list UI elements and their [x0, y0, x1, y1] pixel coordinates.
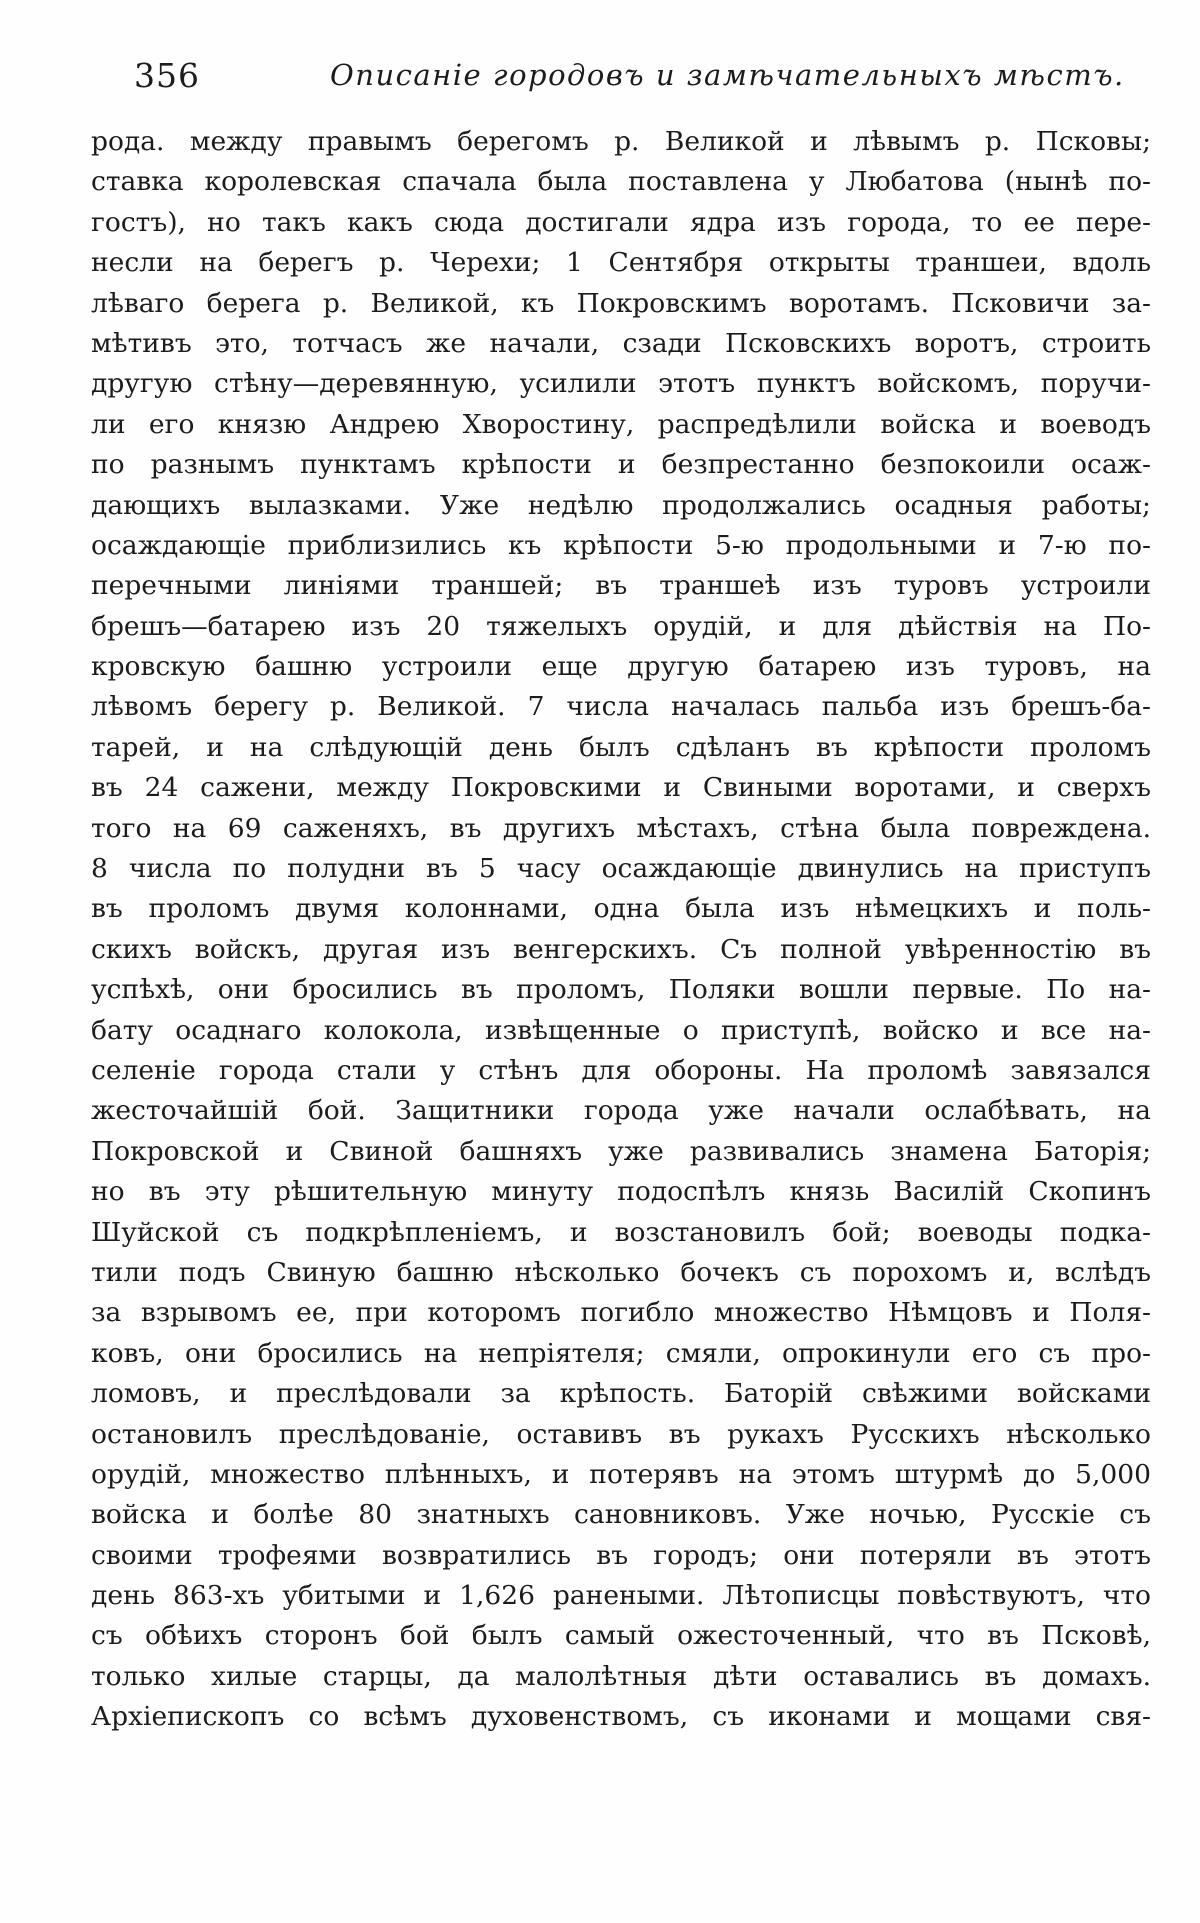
- text-line: лѣвомъ берегу р. Великой. 7 числа началась пальба изъ брешъ-ба-: [91, 691, 1151, 723]
- text-line: бату осаднаго колокола, извѣщенные о приступѣ, войско и все на-: [91, 1014, 1151, 1046]
- text-line: Покровской и Свиной башняхъ уже развивались знамена Баторія;: [91, 1135, 1151, 1167]
- text-line: жесточайшій бой. Защитники города уже начали ослабѣвать, на: [91, 1095, 1151, 1127]
- text-line: тили подъ Свиную башню нѣсколько бочекъ съ порохомъ и, вслѣдъ: [91, 1256, 1151, 1288]
- text-line: мѣтивъ это, тотчасъ же начали, сзади Псковскихъ воротъ, строить: [91, 327, 1151, 359]
- text-line: ковъ, они бросились на непріятеля; смяли, опрокинули его съ про-: [91, 1337, 1151, 1369]
- body-text: [91, 122, 1151, 1738]
- text-line: того на 69 саженяхъ, въ другихъ мѣстахъ, стѣна была повреждена.: [91, 812, 1151, 844]
- text-line: гостъ), но такъ какъ сюда достигали ядра изъ города, то ее пере-: [91, 206, 1151, 238]
- text-line: войска и болѣе 80 знатныхъ сановниковъ. Уже ночью, Русскіе съ: [91, 1499, 1151, 1531]
- text-line: лѣваго берега р. Великой, къ Покровскимъ воротамъ. Псковичи за-: [91, 287, 1151, 319]
- text-line: брешъ—батарею изъ 20 тяжелыхъ орудій, и для дѣйствія на По-: [91, 610, 1151, 642]
- text-line: ломовъ, и преслѣдовали за крѣпость. Баторій свѣжими войсками: [91, 1378, 1151, 1410]
- text-line: но въ эту рѣшительную минуту подоспѣлъ князь Василій Скопинъ: [91, 1176, 1151, 1208]
- text-line: успѣхѣ, они бросились въ проломъ, Поляки вошли первые. По на-: [91, 974, 1151, 1006]
- text-line: селеніе города стали у стѣнъ для обороны. На проломѣ завязался: [91, 1054, 1151, 1086]
- text-line: тарей, и на слѣдующій день былъ сдѣланъ въ крѣпости проломъ: [91, 731, 1151, 763]
- text-line: съ обѣихъ сторонъ бой былъ самый ожесточенный, что въ Псковѣ,: [91, 1620, 1151, 1652]
- text-line: Архіепископъ со всѣмъ духовенствомъ, съ иконами и мощами свя-: [91, 1701, 1151, 1733]
- text-line: перечными линіями траншей; въ траншеѣ изъ туровъ устроили: [91, 570, 1151, 602]
- page-number: 356: [134, 56, 200, 95]
- text-line: Шуйской съ подкрѣпленіемъ, и возстановилъ бой; воеводы подка-: [91, 1216, 1151, 1248]
- running-title: Описаніе городовъ и замѣчательныхъ мѣстъ.: [330, 58, 1125, 92]
- text-line: въ 24 сажени, между Покровскими и Свиными воротами, и сверхъ: [91, 772, 1151, 804]
- text-line: другую стѣну—деревянную, усилили этотъ пунктъ войскомъ, поручи-: [91, 368, 1151, 400]
- text-line: ли его князю Андрею Хворостину, распредѣлили войска и воеводъ: [91, 408, 1151, 440]
- text-line: несли на берегъ р. Черехи; 1 Сентября открыты траншеи, вдоль: [91, 247, 1151, 279]
- text-line: кровскую башню устроили еще другую батарею изъ туровъ, на: [91, 651, 1151, 683]
- text-line: остановилъ преслѣдованіе, оставивъ въ рукахъ Русскихъ нѣсколько: [91, 1418, 1151, 1450]
- text-line: своими трофеями возвратились въ городъ; они потеряли въ этотъ: [91, 1539, 1151, 1571]
- text-line: за взрывомъ ее, при которомъ погибло множество Нѣмцовъ и Поля-: [91, 1297, 1151, 1329]
- text-line: день 863-хъ убитыми и 1,626 ранеными. Лѣтописцы повѣствуютъ, что: [91, 1580, 1151, 1612]
- text-line: только хилые старцы, да малолѣтныя дѣти оставались въ домахъ.: [91, 1660, 1151, 1692]
- text-line: дающихъ вылазками. Уже недѣлю продолжались осадныя работы;: [91, 489, 1151, 521]
- text-line: скихъ войскъ, другая изъ венгерскихъ. Съ полной увѣренностію въ: [91, 933, 1151, 965]
- text-line: осаждающіе приблизились къ крѣпости 5-ю продольными и 7-ю по-: [91, 529, 1151, 561]
- running-head: [134, 56, 1154, 100]
- text-line: въ проломъ двумя колоннами, одна была изъ нѣмецкихъ и поль-: [91, 893, 1151, 925]
- text-line: по разнымъ пунктамъ крѣпости и безпрестанно безпокоили осаж-: [91, 449, 1151, 481]
- text-line: ставка королевская спачала была поставлена у Любатова (нынѣ по-: [91, 166, 1151, 198]
- text-line: рода. между правымъ берегомъ р. Великой и лѣвымъ р. Псковы;: [91, 126, 1151, 157]
- text-line: орудій, множество плѣнныхъ, и потерявъ на этомъ штурмѣ до 5,000: [91, 1458, 1151, 1490]
- text-line: 8 числа по полудни въ 5 часу осаждающіе двинулись на приступъ: [91, 853, 1151, 885]
